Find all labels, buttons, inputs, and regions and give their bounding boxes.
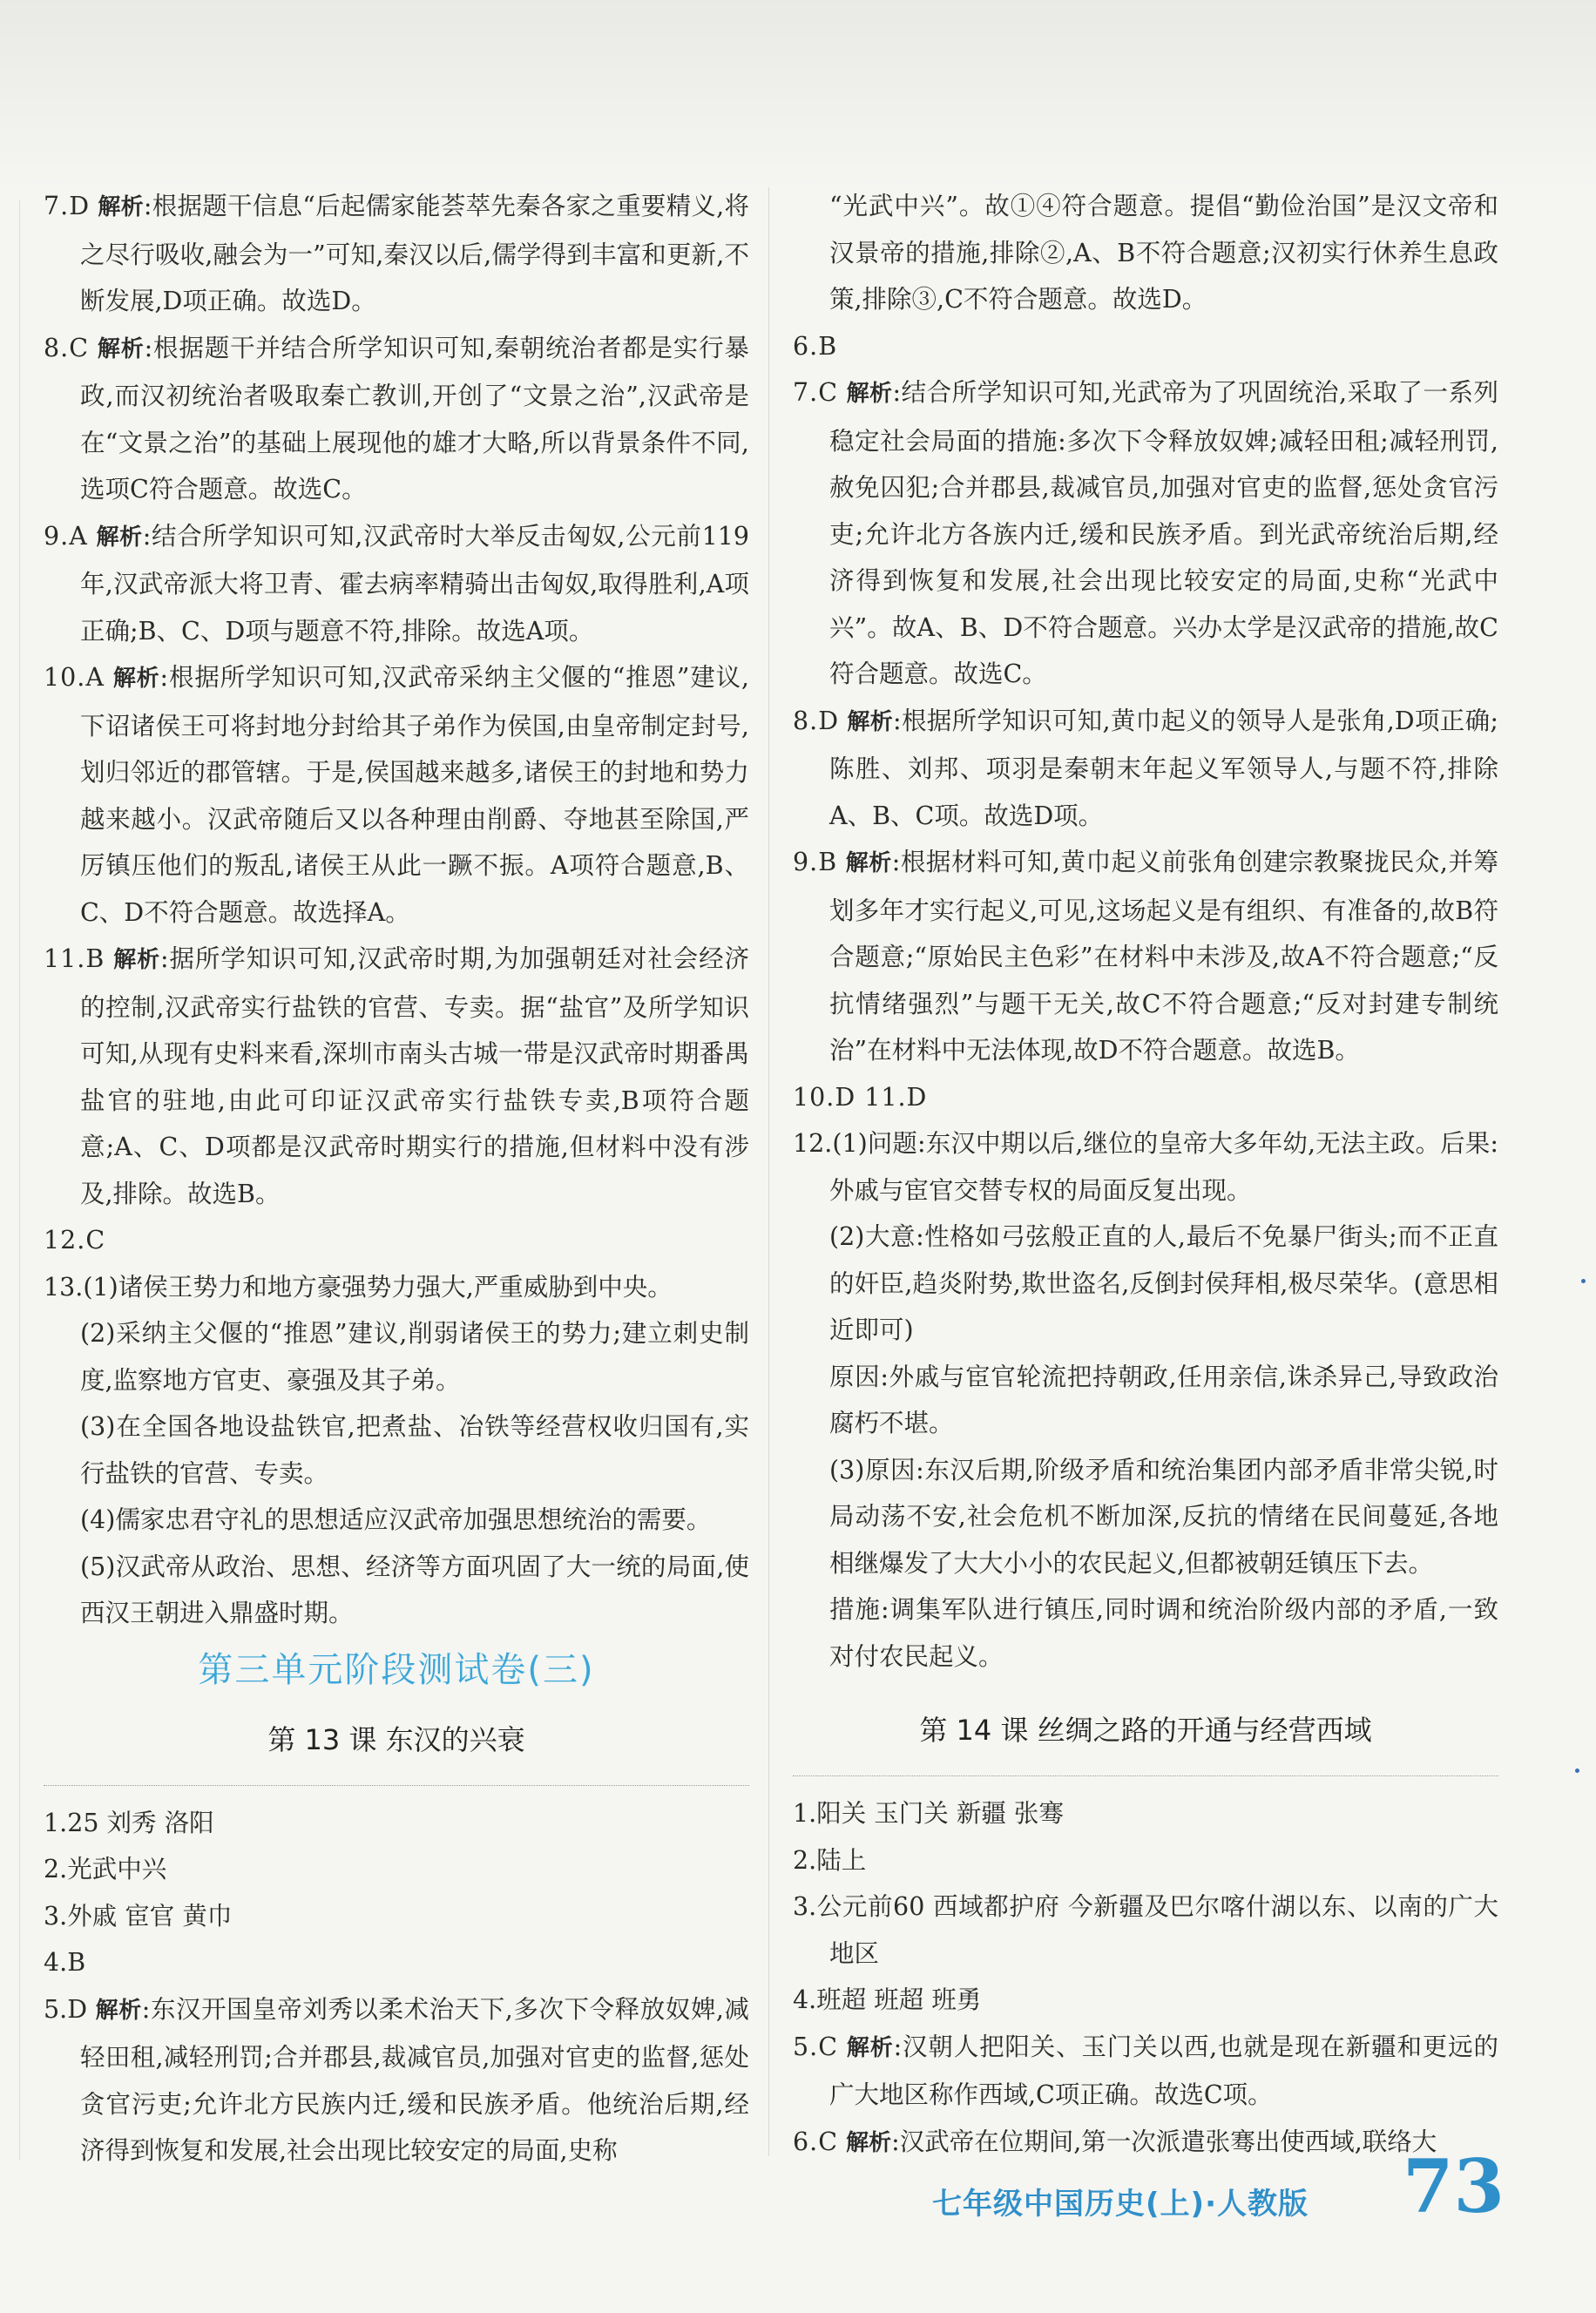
question-5 — [44, 1986, 749, 2174]
sub-answer-text: (3)在全国各地设盐铁官,把煮盐、冶铁等经营权收归国有,实行盐铁的官营、专卖。 — [80, 1412, 749, 1488]
question-5-continued: “光武中兴”。故①④符合题意。提倡“勤俭治国”是汉文帝和汉景帝的措施,排除②,A、B不符合题意;汉初实行休养生息政策,排除③,C不符合题意。故选D。 — [829, 192, 1498, 314]
dotted-separator — [44, 1785, 749, 1786]
answer-item: 10.A 解析:根据所学知识可知,汉武帝采纳主父偃的“推恩”建议,下诏诸侯王可将封地分封给其子弟作为侯国,由皇帝制定封号,划归邻近的郡管辖。于是,侯国越来越多,诸侯王的封地和势力越来越小。汉武帝随后又以各种理由削爵、夺地甚至除国,严厉镇压他们的叛乱,诸侯王从此一蹶不振。A项符合题意,B、C、D不符合题意。故选择A。 — [44, 663, 749, 927]
analysis-label: 解析 — [846, 2129, 892, 2156]
margin-dot — [1575, 1769, 1579, 1773]
lesson-14-title: 第 14 课 丝绸之路的开通与经营西域 — [919, 1714, 1372, 1747]
book-title: 七年级中国历史(上)·人教版 — [932, 2187, 1309, 2222]
dotted-separator — [793, 1775, 1498, 1776]
answer-item: 11.B 解析:据所学知识可知,汉武帝时期,为加强朝廷对社会经济的控制,汉武帝实行盐铁的官营、专卖。据“盐官”及所学知识可知,从现有史料来看,深圳市南头古城一带是汉武帝时期番禺盐官的驻地,由此可印证汉武帝实行盐铁专卖,B项符合题意;A、C、D项都是汉武帝时期实行的措施,但材料中没有涉及,排除。故选B。 — [44, 944, 749, 1208]
analysis-label: 解析 — [113, 947, 161, 973]
analysis-label: 解析 — [847, 708, 894, 735]
sub-answer-text: 原因:外戚与宦官轮流把持朝政,任用亲信,诛杀异己,导致政治腐朽不堪。 — [829, 1362, 1498, 1437]
sub-answer — [44, 1310, 749, 1403]
answer-number: 1. — [793, 1799, 817, 1828]
answer-text: 班超 班超 班勇 — [816, 1985, 982, 2014]
sub-answer — [793, 1214, 1498, 1354]
answer-text: 陆上 — [816, 1845, 867, 1875]
analysis-label: 解析 — [112, 666, 160, 692]
answer-text: 光武中兴 — [67, 1855, 167, 1884]
fill-answer — [793, 1837, 1498, 1884]
lesson-13-answers — [44, 1800, 749, 1986]
answer-text: 结合所学知识可知,光武帝为了巩固统治,采取了一系列稳定社会局面的措施:多次下令释放奴婢;减轻田租;减轻刑罚,赦免囚犯;合并郡县,裁减官员,加强对官吏的监督,惩处贪官污吏;允许北方各族内迁,缓和民族矛盾。到光武帝统治后期,经济得到恢复和发展,社会出现比较安定的局面,史称“光武中兴”。故A、B、D不符合题意。兴办太学是汉武帝的措施,故C符合题意。故选C。 — [829, 378, 1498, 688]
answer-text: 25 刘秀 洛阳 — [67, 1808, 214, 1837]
sub-answer — [793, 1354, 1498, 1447]
left-margin-rule — [19, 200, 20, 2161]
answer-number: 4. — [44, 1948, 68, 1977]
answer-text: 汉朝人把阳关、玉门关以西,也就是现在新疆和更远的广大地区称作西域,C项正确。故选C项。 — [829, 2032, 1498, 2109]
answer-text: 结合所学知识可知,汉武帝时大举反击匈奴,公元前119年,汉武帝派大将卫青、霍去病率精骑出击匈奴,取得胜利,A项正确;B、C、D项与题意不符,排除。故选A项。 — [80, 521, 749, 646]
answer-number: 9.B — [793, 848, 838, 876]
answer-item: 8.D 解析:根据所学知识可知,黄巾起义的领导人是张角,D项正确;陈胜、刘邦、项羽是秦朝末年起义军领导人,与题不符,排除A、B、C项。故选D项。 — [793, 706, 1498, 830]
answer-number: 8.D — [793, 706, 840, 735]
answer-text: 外戚 宦官 黄巾 — [67, 1901, 233, 1931]
answer-item: 6.C 解析:汉武帝在位期间,第一次派遣张骞出使西域,联络大 — [793, 2127, 1437, 2156]
answer-number: 10.A — [44, 663, 105, 692]
answer-number: 4. — [793, 1985, 817, 2014]
answer-item: 9.B 解析:根据材料可知,黄巾起义前张角创建宗教聚拢民众,并筹划多年才实行起义,可见,这场起义是有组织、有准备的,故B符合题意;“原始民主色彩”在材料中未涉及,故A不符合题意;“反抗情绪强烈”与题干无关,故C不符合题意;“反对封建专制统治”在材料中无法体现,故D不符合题意。故选B。 — [793, 848, 1498, 1065]
question-12 — [793, 1120, 1498, 1680]
sub-answer — [44, 1403, 749, 1497]
sub-answer-text: (3)原因:东汉后期,阶级矛盾和统治集团内部矛盾非常尖锐,时局动荡不安,社会危机不断加深,反抗的情绪在民间蔓延,各地相继爆发了大大小小的农民起义,但都被朝廷镇压下去。 — [829, 1455, 1498, 1578]
lesson-14-answers — [793, 1790, 1498, 2024]
fill-answer — [44, 1893, 749, 1940]
answer-text: 根据所学知识可知,黄巾起义的领导人是张角,D项正确;陈胜、刘邦、项羽是秦朝末年起义军领导人,与题不符,排除A、B、C项。故选D项。 — [829, 706, 1498, 830]
answer-number: 10.D 11.D — [793, 1082, 928, 1112]
answer-text: 东汉开国皇帝刘秀以柔术治天下,多次下令释放奴婢,减轻田租,减轻刑罚;合并郡县,裁减官员,加强对官吏的监督,惩处贪官污吏;允许北方民族内迁,缓和民族矛盾。他统治后期,经济得到恢复和发展,社会出现比较安定的局面,史称 — [80, 1994, 749, 2165]
answer-number: 6.B — [793, 331, 838, 361]
answer-number: 11.B — [44, 944, 105, 973]
answer-number: 2. — [44, 1855, 68, 1884]
sub-answer — [793, 1586, 1498, 1680]
page-footer — [932, 2143, 1542, 2239]
fill-answer — [793, 1884, 1498, 1977]
fill-answer — [44, 1939, 749, 1986]
answer-number: 9.A — [44, 521, 88, 551]
sub-answer-text: 措施:调集军队进行镇压,同时调和统治阶级内部的矛盾,一致对付农民起义。 — [829, 1595, 1498, 1671]
left-column — [44, 183, 749, 2174]
sub-answer-text: (1)诸侯王势力和地方豪强势力强大,严重威胁到中央。 — [83, 1272, 673, 1302]
analysis-label: 解析 — [98, 194, 144, 220]
answer-number: 5.D — [44, 1994, 88, 2024]
answer-item — [44, 1217, 749, 1264]
answer-item: 7.D 解析:根据题干信息“后起儒家能荟萃先秦各家之重要精义,将之尽行吸收,融会为一”可知,秦汉以后,儒学得到丰富和更新,不断发展,D项正确。故选D。 — [44, 192, 749, 315]
margin-dot — [1581, 1279, 1586, 1283]
answer-text: 汉武帝在位期间,第一次派遣张骞出使西域,联络大 — [899, 2127, 1437, 2156]
answer-number: 7.D — [44, 192, 91, 220]
page-number: 73 — [1403, 2143, 1505, 2229]
answer-text: B — [67, 1948, 86, 1977]
sub-answer-text: (2)大意:性格如弓弦般正直的人,最后不免暴尸街头;而不正直的奸臣,趋炎附势,欺世盗名,反倒封侯拜相,极尽荣华。(意思相近即可) — [829, 1222, 1498, 1344]
question-13 — [44, 1264, 749, 1637]
sub-answer — [793, 1447, 1498, 1587]
sub-answer — [44, 1264, 749, 1311]
analysis-label: 解析 — [846, 381, 893, 407]
answer-text: 据所学知识可知,汉武帝时期,为加强朝廷对社会经济的控制,汉武帝实行盐铁的官营、专卖。据“盐官”及所学知识可知,从现有史料来看,深圳市南头古城一带是汉武帝时期番禺盐官的驻地,由此可印证汉武帝实行盐铁专卖,B项符合题意;A、C、D项都是汉武帝时期实行的措施,但材料中没有涉及,排除。故选B。 — [80, 944, 749, 1208]
analysis-label: 解析 — [845, 850, 892, 876]
sub-answer — [793, 1120, 1498, 1214]
sub-answer — [44, 1497, 749, 1544]
answer-number: 8.C — [44, 333, 89, 362]
right-answer-list — [793, 323, 1498, 1121]
answer-item: 5.C 解析:汉朝人把阳关、玉门关以西,也就是现在新疆和更远的广大地区称作西域,C项正确。故选C项。 — [793, 2032, 1498, 2109]
answer-number: 6.C — [793, 2127, 838, 2156]
fill-answer — [44, 1846, 749, 1893]
answer-item: 8.C 解析:根据题干并结合所学知识可知,秦朝统治者都是实行暴政,而汉初统治者吸取秦亡教训,开创了“文景之治”,汉武帝是在“文景之治”的基础上展现他的雄才大略,所以背景条件不同,选项C符合题意。故选C。 — [44, 333, 749, 504]
answer-text: 根据题干并结合所学知识可知,秦朝统治者都是实行暴政,而汉初统治者吸取秦亡教训,开创了“文景之治”,汉武帝是在“文景之治”的基础上展现他的雄才大略,所以背景条件不同,选项C符合题意。故选C。 — [80, 333, 749, 504]
unit-test-title: 第三单元阶段测试卷(三) — [198, 1649, 595, 1690]
answer-item — [793, 1074, 1498, 1121]
answer-item: 9.A 解析:结合所学知识可知,汉武帝时大举反击匈奴,公元前119年,汉武帝派大将卫青、霍去病率精骑出击匈奴,取得胜利,A项正确;B、C、D项与题意不符,排除。故选A项。 — [44, 521, 749, 646]
answer-number: 5.C — [793, 2032, 838, 2061]
left-answer-list — [44, 183, 749, 1264]
answer-text: 根据题干信息“后起儒家能荟萃先秦各家之重要精义,将之尽行吸收,融会为一”可知,秦汉以后,儒学得到丰富和更新,不断发展,D项正确。故选D。 — [80, 192, 749, 315]
answer-number: 3. — [44, 1901, 68, 1931]
right-column — [793, 183, 1498, 2167]
answer-number: 3. — [793, 1892, 817, 1921]
analysis-label: 解析 — [97, 335, 145, 362]
sub-answer-text: (1)问题:东汉中期以后,继位的皇帝大多年幼,无法主政。后果:外戚与宦官交替专权的局面反复出现。 — [829, 1129, 1498, 1205]
answer-number: 2. — [793, 1845, 817, 1875]
answer-number: 12. — [793, 1129, 833, 1158]
answer-number: 7.C — [793, 378, 838, 407]
answer-number: 13. — [44, 1272, 84, 1302]
analysis-label: 解析 — [95, 1997, 142, 2024]
answer-item — [793, 323, 1498, 370]
fill-answer — [44, 1800, 749, 1847]
sub-answer-text: (5)汉武帝从政治、思想、经济等方面巩固了大一统的局面,使西汉王朝进入鼎盛时期。 — [80, 1552, 749, 1627]
analysis-label: 解析 — [846, 2034, 894, 2061]
answer-text: 公元前60 西域都护府 今新疆及巴尔喀什湖以东、以南的广大地区 — [816, 1892, 1498, 1968]
answer-item: 7.C 解析:结合所学知识可知,光武帝为了巩固统治,采取了一系列稳定社会局面的措施:多次下令释放奴婢;减轻田租;减轻刑罚,赦免囚犯;合并郡县,裁减官员,加强对官吏的监督,惩处贪官污吏;允许北方各族内迁,缓和民族矛盾。到光武帝统治后期,经济得到恢复和发展,社会出现比较安定的局面,史称“光武中兴”。故A、B、D不符合题意。兴办太学是汉武帝的措施,故C符合题意。故选C。 — [793, 378, 1498, 688]
answer-text: 根据材料可知,黄巾起义前张角创建宗教聚拢民众,并筹划多年才实行起义,可见,这场起义是有组织、有准备的,故B符合题意;“原始民主色彩”在材料中未涉及,故A不符合题意;“反抗情绪强烈”与题干无关,故C不符合题意;“反对封建专制统治”在材料中无法体现,故D不符合题意。故选B。 — [829, 848, 1498, 1065]
lesson-13-title: 第 13 课 东汉的兴衰 — [267, 1722, 525, 1756]
answer-number: 12.C — [44, 1226, 106, 1255]
analysis-label: 解析 — [96, 524, 143, 551]
answer-item: 5.D 解析:东汉开国皇帝刘秀以柔术治天下,多次下令释放奴婢,减轻田租,减轻刑罚;合并郡县,裁减官员,加强对官吏的监督,惩处贪官污吏;允许北方民族内迁,缓和民族矛盾。他统治后期,经济得到恢复和发展,社会出现比较安定的局面,史称 — [44, 1994, 749, 2165]
answer-text: 根据所学知识可知,汉武帝采纳主父偃的“推恩”建议,下诏诸侯王可将封地分封给其子弟作为侯国,由皇帝制定封号,划归邻近的郡管辖。于是,侯国越来越多,诸侯王的封地和势力越来越小。汉武帝随后又以各种理由削爵、夺地甚至除国,严厉镇压他们的叛乱,诸侯王从此一蹶不振。A项符合题意,B、C、D不符合题意。故选择A。 — [80, 663, 749, 927]
fill-answer — [793, 1977, 1498, 2024]
answer-text: 阳关 玉门关 新疆 张骞 — [816, 1799, 1064, 1828]
sub-answer — [44, 1544, 749, 1637]
sub-answer-text: (2)采纳主父偃的“推恩”建议,削弱诸侯王的势力;建立刺史制度,监察地方官吏、豪强及其子弟。 — [80, 1319, 749, 1395]
fill-answer — [793, 1790, 1498, 1837]
sub-answer-text: (4)儒家忠君守礼的思想适应汉武帝加强思想统治的需要。 — [80, 1505, 712, 1534]
answer-number: 1. — [44, 1808, 68, 1837]
column-divider — [768, 187, 769, 2156]
